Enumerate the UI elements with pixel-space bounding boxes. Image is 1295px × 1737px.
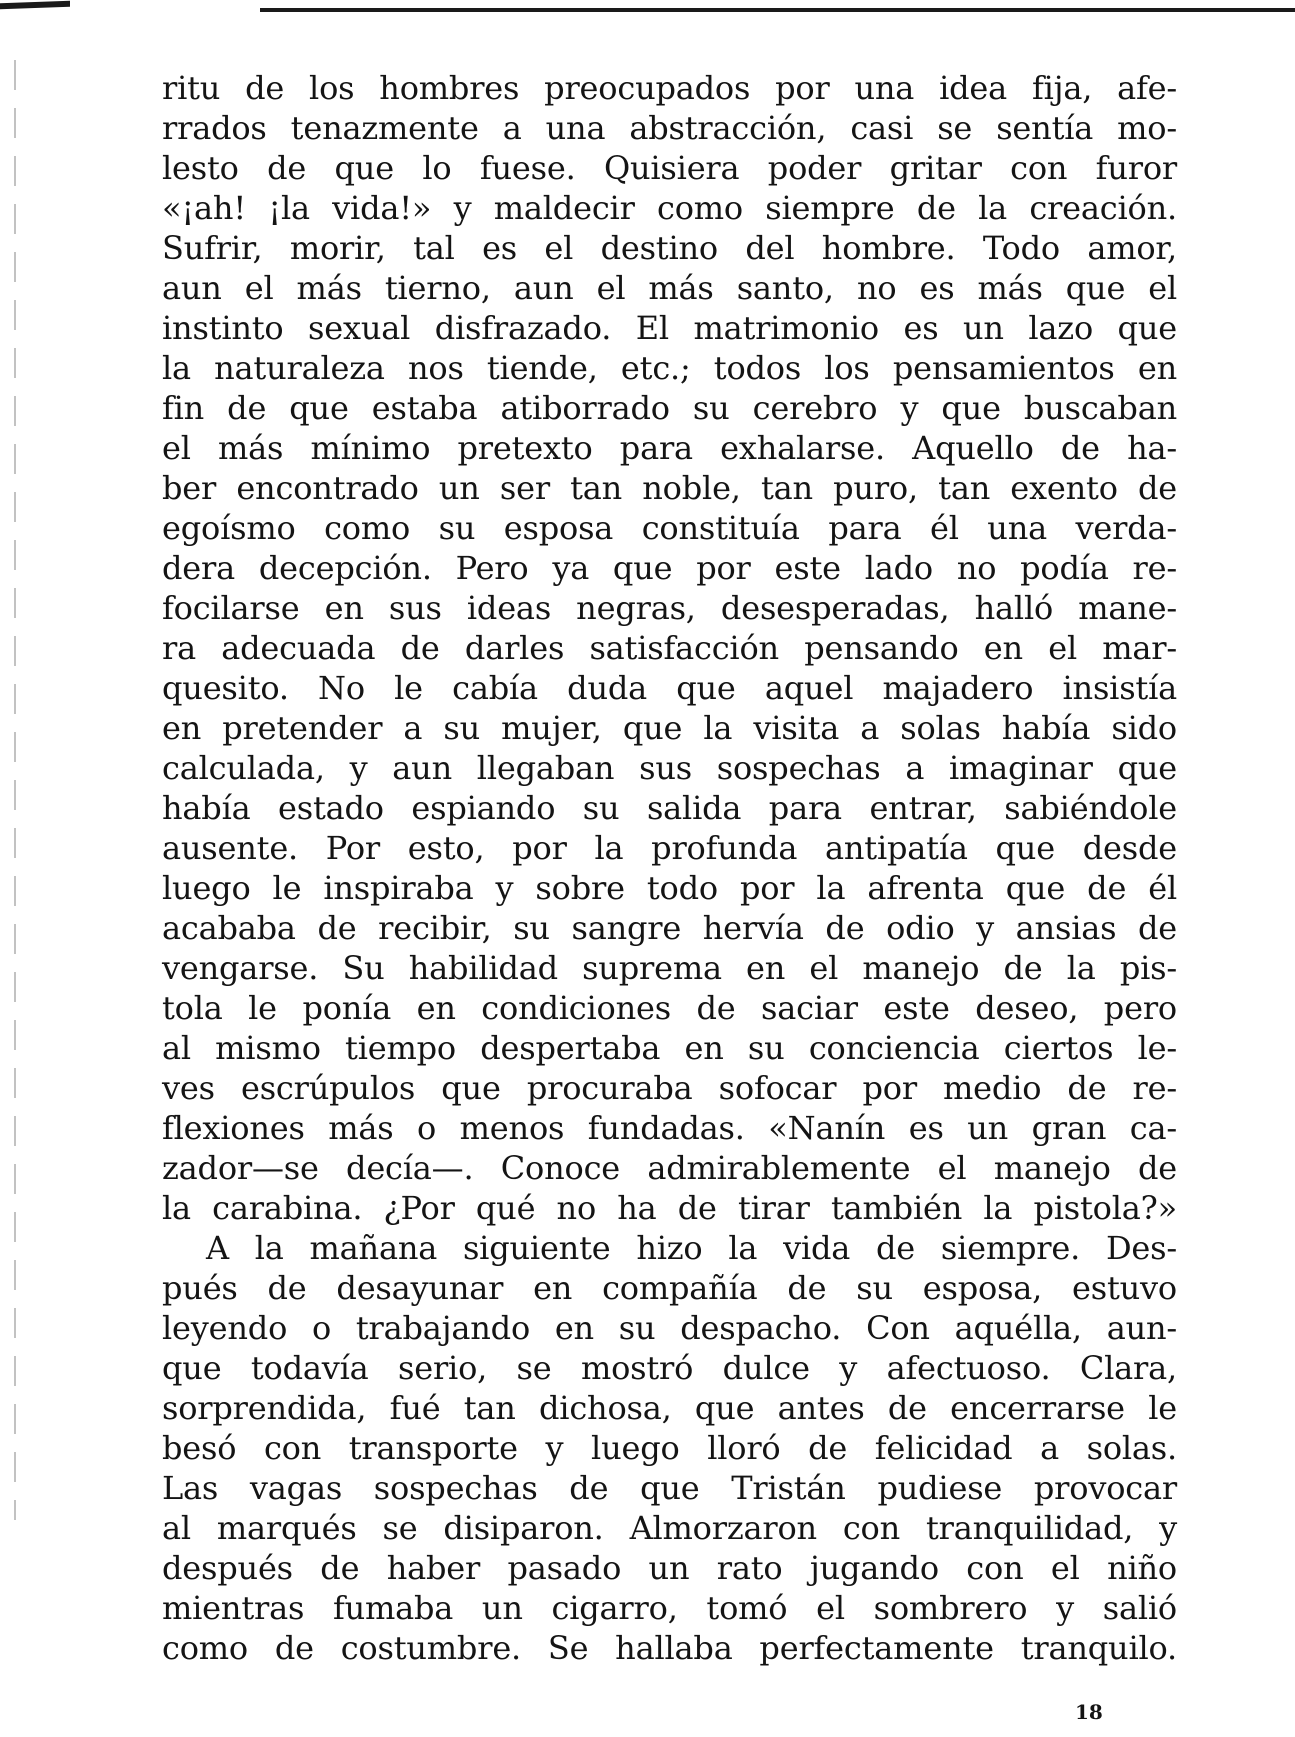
text-line: instinto sexual disfrazado. El matrimonio es un lazo que (162, 309, 1177, 347)
text-line: luego le inspiraba y sobre todo por la afrenta que de él (162, 869, 1177, 907)
text-line: al marqués se disiparon. Almorzaron con tranquilidad, y (162, 1509, 1177, 1547)
text-line: ra adecuada de darles satisfacción pensando en el mar- (162, 629, 1177, 667)
text-line: dera decepción. Pero ya que por este lado no podía re- (162, 549, 1177, 587)
text-line: leyendo o trabajando en su despacho. Con aquélla, aun- (162, 1309, 1177, 1347)
text-line: Sufrir, morir, tal es el destino del hombre. Todo amor, (162, 229, 1177, 267)
text-line: aun el más tierno, aun el más santo, no es más que el (162, 269, 1177, 307)
page-edge-shadow (14, 60, 16, 1520)
text-line: la carabina. ¿Por qué no ha de tirar también la pistola?» (162, 1189, 1177, 1227)
text-line: sorprendida, fué tan dichosa, que antes de encerrarse le (162, 1389, 1177, 1427)
body-text (162, 68, 1177, 1668)
text-line: pués de desayunar en compañía de su esposa, estuvo (162, 1269, 1177, 1307)
top-rule-left (0, 1, 70, 9)
text-line: calculada, y aun llegaban sus sospechas a imaginar que (162, 749, 1177, 787)
text-line: acababa de recibir, su sangre hervía de odio y ansias de (162, 909, 1177, 947)
top-rule (260, 8, 1295, 12)
text-line: la naturaleza nos tiende, etc.; todos los pensamientos en (162, 349, 1177, 387)
text-line: egoísmo como su esposa constituía para él una verda- (162, 509, 1177, 547)
text-line: quesito. No le cabía duda que aquel majadero insistía (162, 669, 1177, 707)
text-line: al mismo tiempo despertaba en su conciencia ciertos le- (162, 1029, 1177, 1067)
text-line: ritu de los hombres preocupados por una idea fija, afe- (162, 69, 1177, 107)
text-line: lesto de que lo fuese. Quisiera poder gritar con furor (162, 149, 1177, 187)
text-line: rrados tenazmente a una abstracción, casi se sentía mo- (162, 109, 1177, 147)
text-line: ausente. Por esto, por la profunda antipatía que desde (162, 829, 1177, 867)
text-line: mientras fumaba un cigarro, tomó el sombrero y salió (162, 1589, 1177, 1627)
text-line: vengarse. Su habilidad suprema en el manejo de la pis- (162, 949, 1177, 987)
text-line: besó con transporte y luego lloró de felicidad a solas. (162, 1429, 1177, 1467)
text-line: ves escrúpulos que procuraba sofocar por medio de re- (162, 1069, 1177, 1107)
text-line: el más mínimo pretexto para exhalarse. Aquello de ha- (162, 429, 1177, 467)
text-line: ber encontrado un ser tan noble, tan puro, tan exento de (162, 469, 1177, 507)
text-line: Las vagas sospechas de que Tristán pudiese provocar (162, 1469, 1177, 1507)
text-line: que todavía serio, se mostró dulce y afectuoso. Clara, (162, 1349, 1177, 1387)
text-line: en pretender a su mujer, que la visita a solas había sido (162, 709, 1177, 747)
text-line: flexiones más o menos fundadas. «Nanín es un gran ca- (162, 1109, 1177, 1147)
text-line: zador—se decía—. Conoce admirablemente el manejo de (162, 1149, 1177, 1187)
paragraph-start-line: A la mañana siguiente hizo la vida de siempre. Des- (206, 1229, 1177, 1267)
text-line: focilarse en sus ideas negras, desesperadas, halló mane- (162, 589, 1177, 627)
text-line: fin de que estaba atiborrado su cerebro y que buscaban (162, 389, 1177, 427)
text-line: después de haber pasado un rato jugando con el niño (162, 1549, 1177, 1587)
text-line: había estado espiando su salida para entrar, sabiéndole (162, 789, 1177, 827)
page-number: 18 (1075, 1700, 1103, 1724)
text-line: «¡ah! ¡la vida!» y maldecir como siempre de la creación. (162, 189, 1177, 227)
text-line: como de costumbre. Se hallaba perfectamente tranquilo. (162, 1629, 1177, 1667)
text-line: tola le ponía en condiciones de saciar este deseo, pero (162, 989, 1177, 1027)
